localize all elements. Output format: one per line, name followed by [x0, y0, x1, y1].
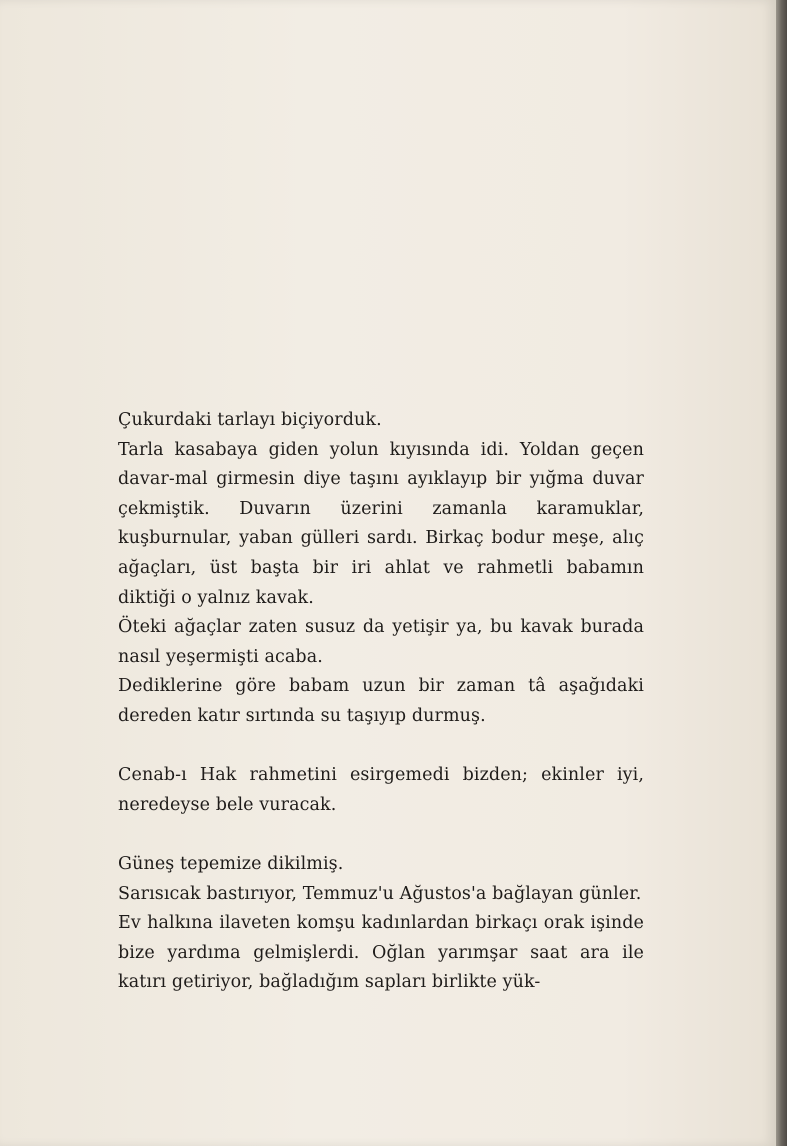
- paragraph: Çukurdaki tarlayı biçiyorduk.: [118, 410, 382, 430]
- paragraph: Ev halkına ilaveten komşu kadınlardan birkaçı orak işinde bize yardıma gelmişlerdi. Oğlan yarımşar saat ara ile katırı getiriyor, bağladığım sapları birlikte yük-: [118, 913, 644, 993]
- paragraph: Tarla kasabaya giden yolun kıyısında idi. Yoldan geçen davar-mal girmesin diye taşını ayıklayıp bir yığma duvar çekmiştik. Duvarın üzerini zamanla karamuklar, kuşburnular, yaban gülleri sardı. Birkaç bodur meşe, alıç ağaçları, üst başta bir iri ahlat ve rahmetli babamın diktiği o yalnız kavak.: [118, 439, 644, 608]
- page-edge: [776, 0, 787, 1146]
- paragraph: Güneş tepemize dikilmiş.: [118, 853, 344, 874]
- paragraph: Cenab-ı Hak rahmetini esirgemedi bizden; ekinler iyi, neredeyse bele vuracak.: [118, 765, 644, 815]
- page-text: [118, 406, 644, 998]
- paragraph-spacer: [118, 820, 644, 850]
- paragraph: Dediklerine göre babam uzun bir zaman tâ aşağıdaki dereden katır sırtında su taşıyıp durmuş.: [118, 676, 644, 726]
- paragraph: Sarısıcak bastırıyor, Temmuz'u Ağustos'a bağlayan günler.: [118, 883, 642, 904]
- paragraph-spacer: [118, 732, 644, 762]
- paragraph: Öteki ağaçlar zaten susuz da yetişir ya, bu kavak burada nasıl yeşermişti acaba.: [118, 617, 644, 667]
